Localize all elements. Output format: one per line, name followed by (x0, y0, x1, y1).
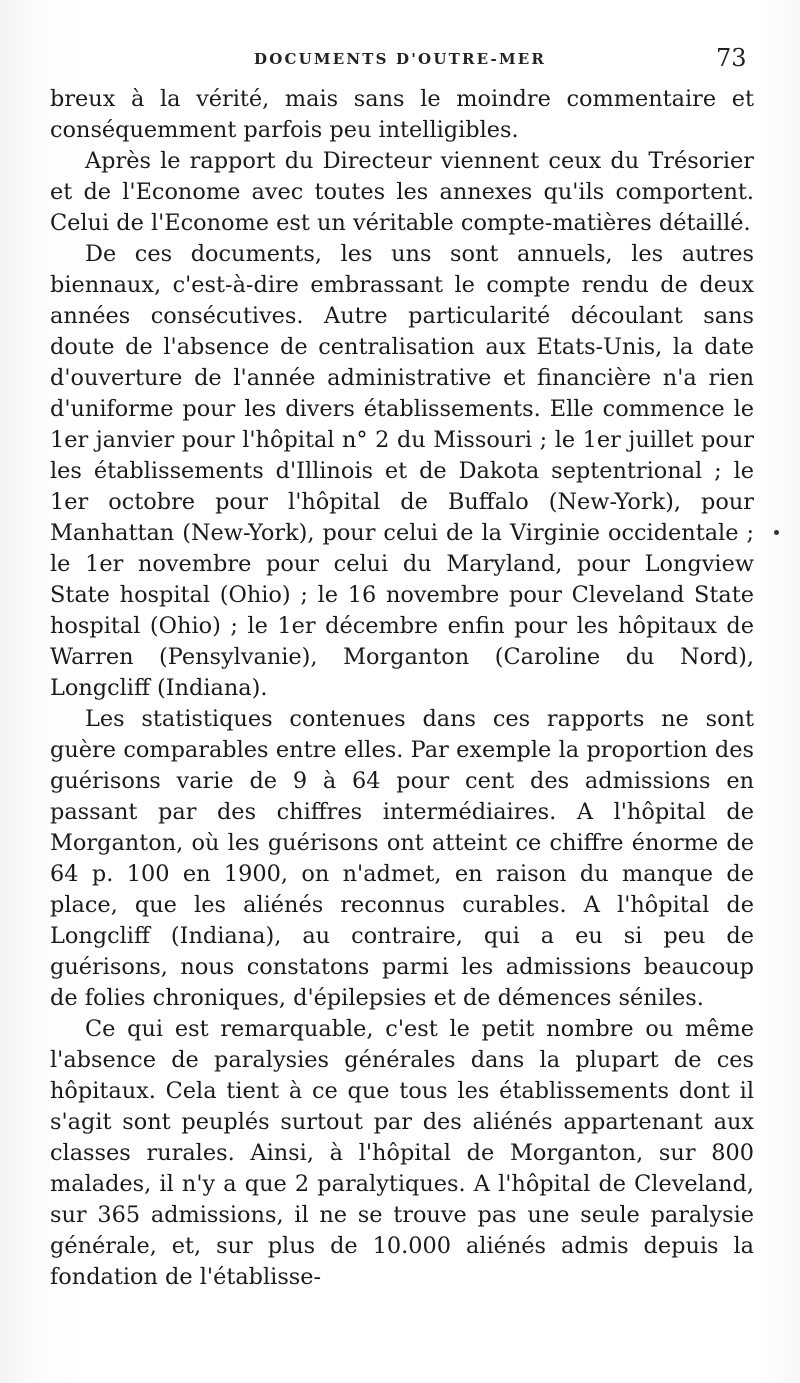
body-text (50, 84, 754, 1293)
paragraph-statistiques: Les statistiques contenues dans ces rapports ne sont guère comparables entre elles. Par exemple la proportion des guérisons varie de 9 à 64 pour cent des admissions en passant par des chiffres intermédiaires. A l'hôpital de Morganton, où les guérisons ont atteint ce chiffre énorme de 64 p. 100 en 1900, on n'admet, en raison du manque de place, que les aliénés reconnus curables. A l'hôpital de Longcliff (Indiana), au contraire, qui a eu si peu de guérisons, nous constatons parmi les admissions beaucoup de folies chroniques, d'épilepsies et de démences séniles. (50, 706, 754, 1011)
running-head (0, 44, 800, 74)
print-speck (774, 530, 779, 535)
paragraph-continuation: breux à la vérité, mais sans le moindre commentaire et conséquemment parfois peu intelligibles. (50, 86, 754, 143)
paragraph-documents: De ces documents, les uns sont annuels, les autres biennaux, c'est-à-dire embrassant le compte rendu de deux années consécutives. Autre particularité découlant sans doute de l'absence de centralisation aux Etats-Unis, la date d'ouverture de l'année administrative et financière n'a rien d'uniforme pour les divers établissements. Elle commence le 1er janvier pour l'hôpital n° 2 du Missouri ; le 1er juillet pour les établissements d'Illinois et de Dakota septentrional ; le 1er octobre pour l'hôpital de Buffalo (New-York), pour Manhattan (New-York), pour celui de la Virginie occidentale ; le 1er novembre pour celui du Maryland, pour Longview State hospital (Ohio) ; le 16 novembre pour Cleveland State hospital (Ohio) ; le 1er décembre enfin pour les hôpitaux de Warren (Pensylvanie), Morganton (Caroline du Nord), Longcliff (Indiana). (50, 241, 754, 701)
running-head-title: DOCUMENTS D'OUTRE-MER (254, 50, 547, 68)
paragraph-paralysies: Ce qui est remarquable, c'est le petit nombre ou même l'absence de paralysies générales dans la plupart de ces hôpitaux. Cela tient à ce que tous les établissements dont il s'agit sont peuplés surtout par des aliénés appartenant aux classes rurales. Ainsi, à l'hôpital de Morganton, sur 800 malades, il n'y a que 2 paralytiques. A l'hôpital de Cleveland, sur 365 admissions, il ne se trouve pas une seule paralysie générale, et, sur plus de 10.000 aliénés admis depuis la fondation de l'établisse- (50, 1016, 754, 1290)
paragraph-rapport: Après le rapport du Directeur viennent ceux du Trésorier et de l'Econome avec toutes les annexes qu'ils comportent. Celui de l'Econome est un véritable compte-matières détaillé. (50, 148, 754, 236)
page-number: 73 (716, 44, 747, 72)
